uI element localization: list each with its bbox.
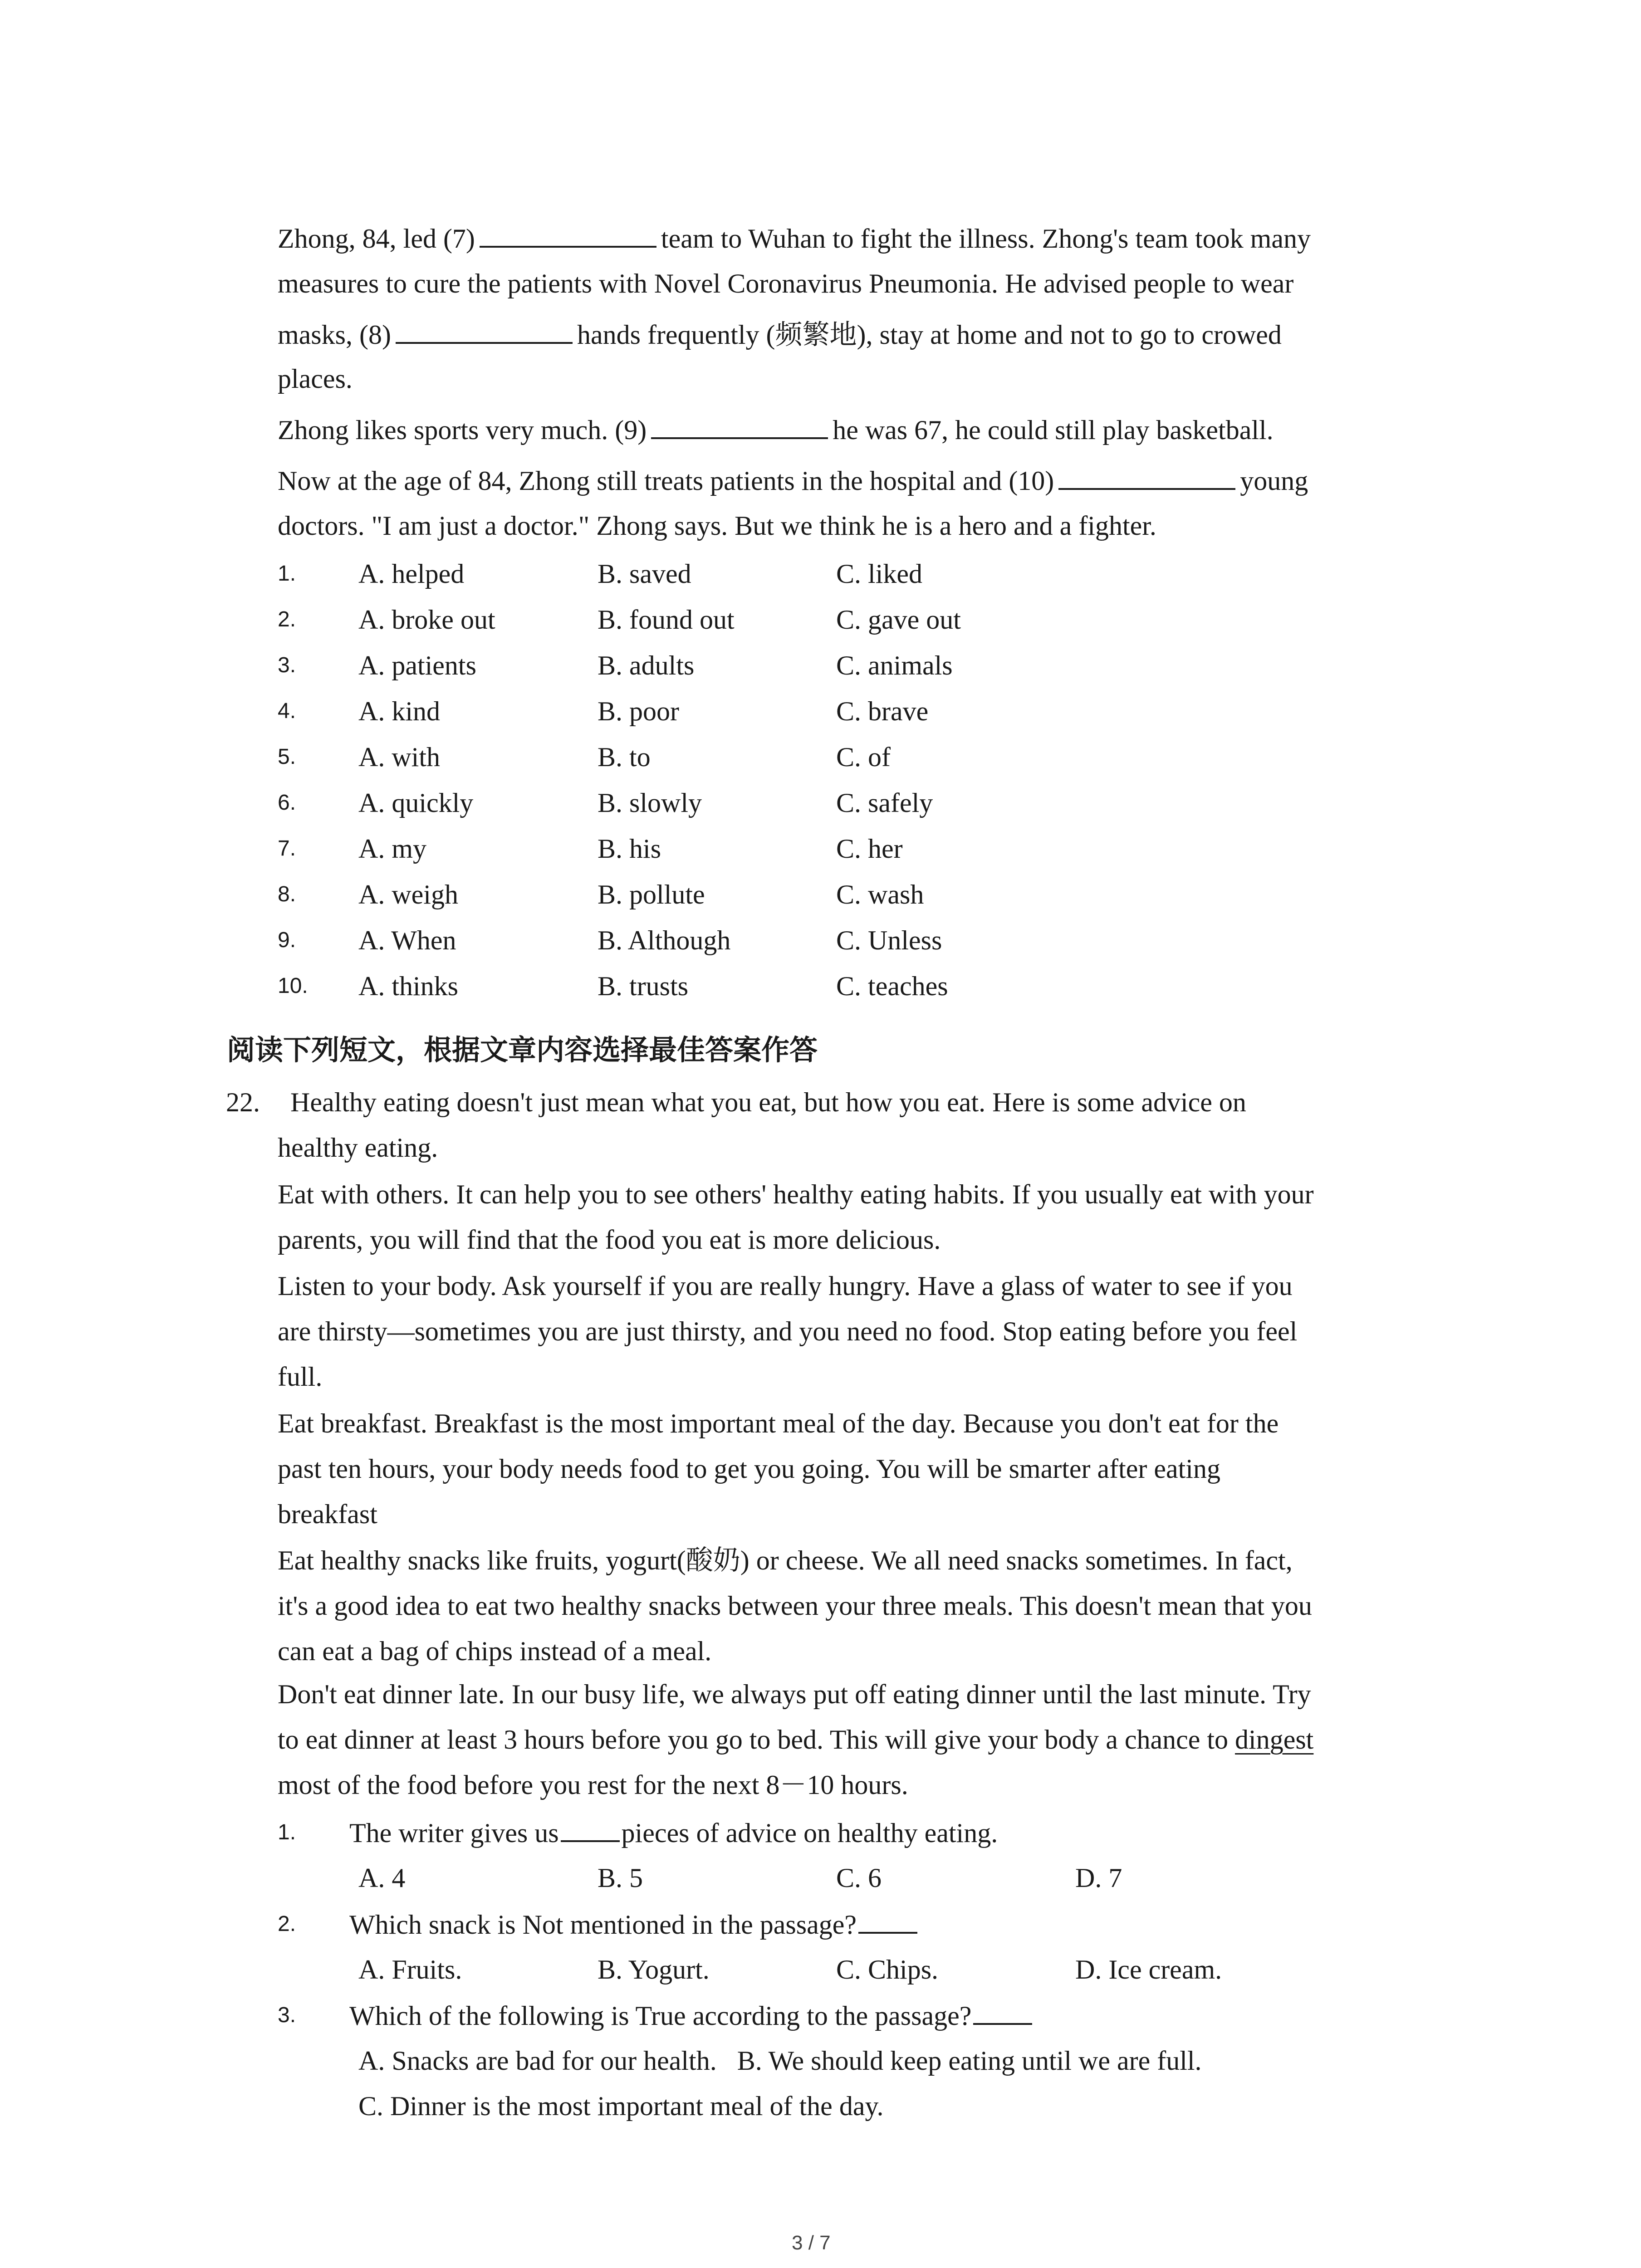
cloze-text: Zhong likes sports very much. (9) [278,415,647,445]
option-c[interactable]: C. wash [836,880,924,909]
reading-line: breakfast [278,1499,377,1529]
question-number: 8. [278,882,296,906]
stem-text: Which of the following is True according to the passage? [349,2001,972,2031]
question-number: 3. [278,653,296,677]
question-number: 6. [278,791,296,815]
option-b[interactable]: B. adults [598,650,695,680]
reading-line: parents, you will find that the food you eat is more delicious. [278,1225,941,1255]
option-c[interactable]: C. animals [836,650,953,680]
cloze-text: young [1240,466,1308,496]
option-a[interactable]: A. my [358,834,426,864]
underlined-word: dingest [1235,1725,1314,1755]
option-a-b[interactable]: A. Snacks are bad for our health. B. We should keep eating until we are full. [358,2046,1202,2076]
question-number: 10. [278,974,308,998]
stem-text: The writer gives us [349,1818,559,1848]
option-a[interactable]: A. kind [358,696,440,726]
reading-line: Eat breakfast. Breakfast is the most important meal of the day. Because you don't eat for the [278,1408,1279,1438]
cloze-line-5 [278,414,1274,446]
reading-line: Don't eat dinner late. In our busy life, we always put off eating dinner until the last minute. Try [278,1679,1311,1709]
question-stem [349,1908,919,1941]
option-c[interactable]: C. 6 [836,1863,882,1893]
answer-blank[interactable] [858,1908,917,1934]
cloze-text: Zhong, 84, led (7) [278,224,475,254]
option-b[interactable]: B. slowly [598,788,702,818]
option-b[interactable]: B. found out [598,605,735,635]
answer-blank[interactable] [396,318,573,344]
cloze-text: Now at the age of 84, Zhong still treats patients in the hospital and (10) [278,466,1054,496]
question-number: 4. [278,699,296,723]
option-d[interactable]: D. Ice cream. [1075,1955,1222,1984]
option-a[interactable]: A. 4 [358,1863,406,1893]
question-number: 1. [278,1820,296,1844]
cloze-text: he was 67, he could still play basketball. [833,415,1274,445]
question-number: 7. [278,836,296,860]
option-a[interactable]: A. thinks [358,971,459,1001]
cloze-line-4: places. [278,364,353,394]
answer-blank[interactable] [1058,464,1235,490]
option-c[interactable]: C. her [836,834,903,864]
option-a[interactable]: A. helped [358,559,465,589]
option-b[interactable]: B. Although [598,925,731,955]
option-c[interactable]: C. Unless [836,925,942,955]
section-heading: 阅读下列短文，根据文章内容选择最佳答案作答 [227,1033,818,1066]
question-number: 5. [278,745,296,769]
option-a[interactable]: A. broke out [358,605,495,635]
option-c[interactable]: C. Chips. [836,1955,939,1984]
option-b[interactable]: B. trusts [598,971,689,1001]
option-b[interactable]: B. poor [598,696,679,726]
reading-line: healthy eating. [278,1133,438,1163]
answer-blank[interactable] [480,222,656,248]
option-a[interactable]: A. Fruits. [358,1955,462,1984]
cloze-line-7: doctors. "I am just a doctor." Zhong says. But we think he is a hero and a fighter. [278,511,1156,541]
cloze-line-1 [278,222,1311,254]
reading-line: Eat with others. It can help you to see others' healthy eating habits. If you usually eat with your [278,1179,1314,1209]
option-c[interactable]: C. liked [836,559,922,589]
cloze-text: team to Wuhan to fight the illness. Zhong's team took many [661,224,1311,254]
option-b[interactable]: B. 5 [598,1863,643,1893]
cloze-text: hands frequently (频繁地), stay at home and not to go to crowed [577,320,1282,350]
stem-text: Which snack is Not mentioned in the passage? [349,1910,857,1940]
option-a[interactable]: A. When [358,925,456,955]
option-c[interactable]: C. Dinner is the most important meal of the day. [358,2091,884,2121]
reading-line: Listen to your body. Ask yourself if you are really hungry. Have a glass of water to see if you [278,1271,1293,1301]
cloze-line-6 [278,464,1308,497]
question-number: 1. [278,562,296,586]
cloze-line-3 [278,318,1282,351]
option-c[interactable]: C. of [836,742,891,772]
answer-blank[interactable] [651,414,828,439]
reading-line: Eat healthy snacks like fruits, yogurt(酸奶) or cheese. We all need snacks sometimes. In fact, [278,1545,1293,1575]
option-b[interactable]: B. his [598,834,661,864]
option-b[interactable]: B. saved [598,559,691,589]
option-a[interactable]: A. quickly [358,788,474,818]
question-number: 9. [278,928,296,952]
page-number: 3 / 7 [792,2232,831,2254]
question-number: 3. [278,2003,296,2027]
option-c[interactable]: C. safely [836,788,933,818]
cloze-text: masks, (8) [278,320,391,350]
answer-blank[interactable] [973,1999,1032,2025]
reading-line: full. [278,1362,323,1392]
option-b[interactable]: B. to [598,742,651,772]
question-number: 2. [278,1912,296,1936]
option-d[interactable]: D. 7 [1075,1863,1122,1893]
option-c[interactable]: C. brave [836,696,929,726]
reading-text: to eat dinner at least 3 hours before you go to bed. This will give your body a chance to [278,1725,1229,1755]
reading-line: it's a good idea to eat two healthy snacks between your three meals. This doesn't mean that you [278,1591,1312,1621]
question-number: 2. [278,607,296,631]
option-a[interactable]: A. patients [358,650,476,680]
option-b[interactable]: B. pollute [598,880,705,909]
option-c[interactable]: C. gave out [836,605,961,635]
option-a[interactable]: A. weigh [358,880,458,909]
question-stem [349,1999,1034,2032]
reading-line: are thirsty—sometimes you are just thirsty, and you need no food. Stop eating before you feel [278,1316,1298,1346]
option-a[interactable]: A. with [358,742,440,772]
reading-line: Healthy eating doesn't just mean what you eat, but how you eat. Here is some advice on [290,1087,1246,1117]
option-c[interactable]: C. teaches [836,971,948,1001]
answer-blank[interactable] [561,1817,620,1842]
reading-line: can eat a bag of chips instead of a meal. [278,1636,712,1666]
question-stem [349,1817,998,1849]
reading-line-15 [278,1724,1313,1755]
stem-text: pieces of advice on healthy eating. [621,1818,998,1848]
reading-line: past ten hours, your body needs food to get you going. You will be smarter after eating [278,1454,1220,1484]
cloze-line-2: measures to cure the patients with Novel Coronavirus Pneumonia. He advised people to wear [278,269,1294,298]
option-b[interactable]: B. Yogurt. [598,1955,710,1984]
reading-line-16: most of the food before you rest for the next 8－10 hours. [278,1770,908,1800]
question-number-22: 22. [226,1087,260,1117]
